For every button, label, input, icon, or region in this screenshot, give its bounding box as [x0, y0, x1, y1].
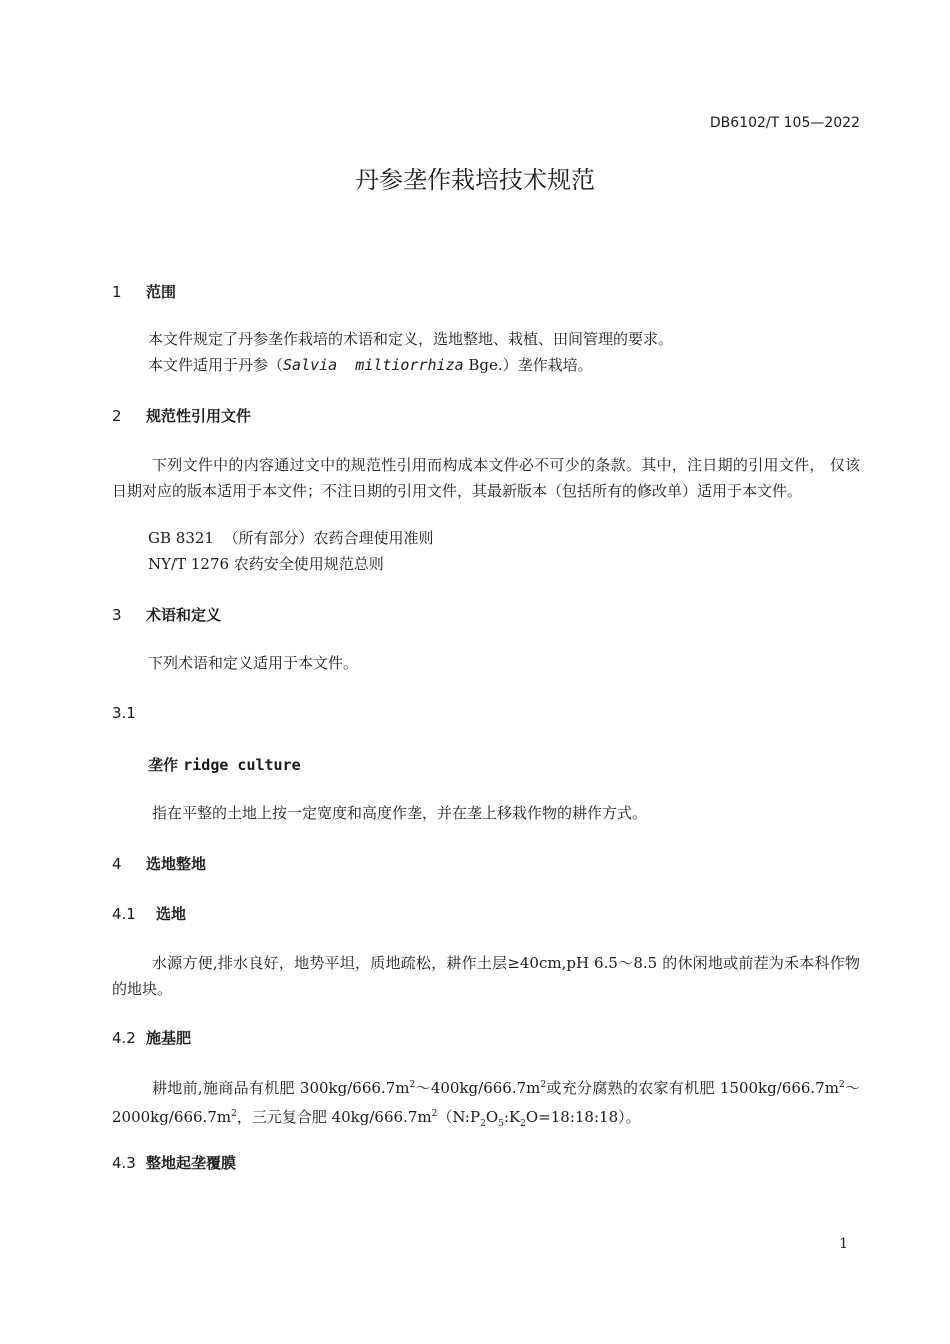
paragraph-fertilizer [112, 1072, 860, 1137]
paragraph: 下列文件中的内容通过文中的规范性引用而构成本文件必不可少的条款。其中，注日期的引用文件， 仅该日期对应的版本适用于本文件；不注日期的引用文件，其最新版本（包括所有的修改单）适用于本文件。 [112, 456, 860, 500]
section-title: 选地整地 [146, 855, 207, 873]
superscript: 2 [431, 1109, 438, 1119]
term-english: ridge culture [183, 756, 301, 774]
section-number: 4.3 [112, 1154, 136, 1172]
reference-item: NY/T 1276 农药安全使用规范总则 [148, 555, 384, 573]
page-title: 丹参垄作栽培技术规范 [355, 166, 595, 194]
superscript: 2 [838, 1080, 845, 1090]
text-run: :K [503, 1108, 521, 1126]
paragraph: 下列术语和定义适用于本文件。 [148, 654, 359, 672]
superscript: 2 [540, 1080, 547, 1090]
text-run: 或充分腐熟的农家有机肥 1500kg/666.7m [546, 1079, 839, 1097]
superscript: 2 [409, 1080, 416, 1090]
section-title: 整地起垄覆膜 [146, 1154, 237, 1172]
section-title: 术语和定义 [146, 606, 222, 624]
text-run: Bge.）垄作栽培。 [463, 356, 593, 374]
subsection-heading-4-3 [112, 1152, 236, 1173]
subscript: 5 [498, 1119, 504, 1129]
section-heading-4 [112, 853, 206, 874]
reference-item: GB 8321 （所有部分）农药合理使用准则 [148, 529, 434, 547]
section-number: 2 [112, 407, 122, 425]
section-heading-3 [112, 604, 221, 625]
superscript: 2 [231, 1109, 237, 1119]
paragraph [148, 352, 593, 378]
section-title: 规范性引用文件 [146, 407, 252, 425]
paragraph: 本文件规定了丹参垄作栽培的术语和定义，选地整地、栽植、田间管理的要求。 [148, 330, 674, 348]
scientific-name: Salvia miltiorrhiza [283, 356, 464, 374]
section-number: 4 [112, 855, 122, 873]
section-title: 选地 [156, 905, 187, 923]
section-number: 1 [112, 283, 122, 301]
text-run: ，三元复合肥 40kg/666.7m [236, 1108, 432, 1126]
section-number: 4.2 [112, 1029, 136, 1047]
text-run: 耕地前,施商品有机肥 300kg/666.7m [152, 1079, 410, 1097]
term-entry [148, 754, 301, 775]
subscript: 2 [480, 1119, 486, 1129]
section-number: 3 [112, 606, 122, 624]
section-title: 施基肥 [146, 1029, 192, 1047]
text-run: 本文件适用于丹参（ [148, 356, 284, 374]
text-run: ～400kg/666.7m [415, 1079, 541, 1097]
subsection-heading-4-1 [112, 903, 186, 924]
paragraph: 水源方便,排水良好，地势平坦，质地疏松，耕作土层≥40cm,pH 6.5～8.5 的休闲地或前茬为禾本科作物的地块。 [112, 954, 860, 998]
section-heading-2 [112, 405, 251, 426]
definition: 指在平整的土地上按一定宽度和高度作垄，并在垄上移栽作物的耕作方式。 [152, 804, 648, 822]
text-run: O [485, 1108, 499, 1126]
section-heading-1 [112, 281, 176, 302]
subsection-number: 3.1 [112, 704, 136, 722]
document-code: DB6102/T 105—2022 [709, 115, 860, 131]
section-title: 范围 [146, 283, 177, 301]
page-number: 1 [839, 1236, 848, 1252]
text-run: （N:P [437, 1108, 481, 1126]
subscript: 2 [520, 1119, 526, 1129]
term-chinese: 垄作 [148, 756, 179, 774]
text-run: ～2000kg/666.7m [112, 1079, 860, 1126]
subsection-heading-4-2 [112, 1027, 191, 1048]
text-run: O=18:18:18）。 [525, 1108, 641, 1126]
section-number: 4.1 [112, 905, 136, 923]
